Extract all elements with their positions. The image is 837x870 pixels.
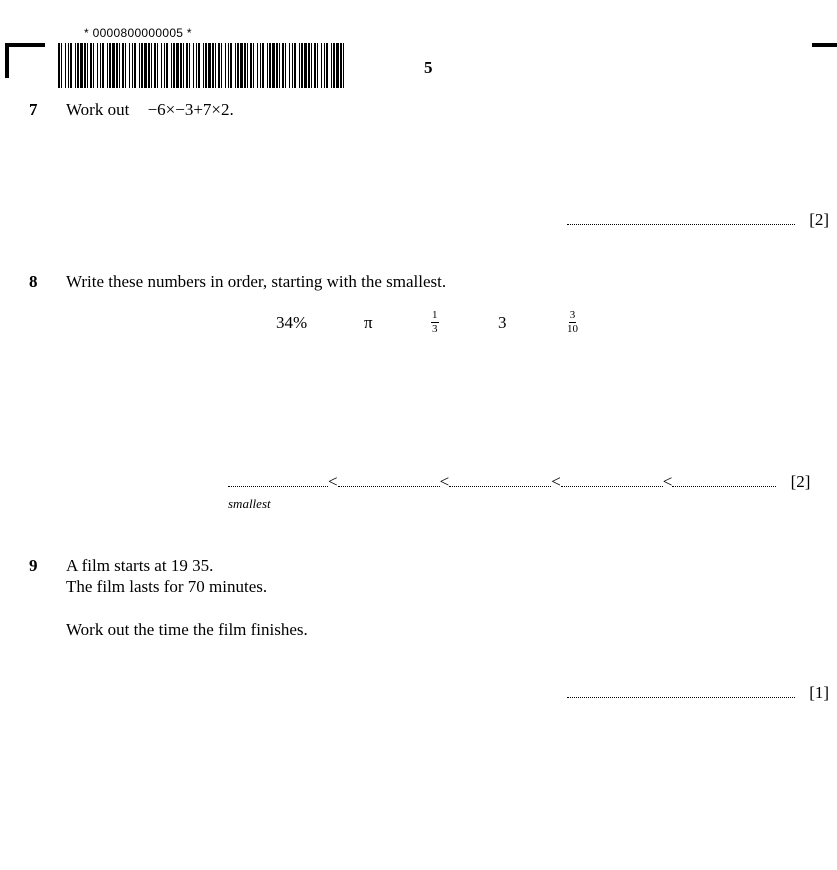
question-7-text — [66, 100, 234, 120]
answer-slot-5[interactable] — [672, 472, 776, 487]
question-7-marks: [2] — [809, 210, 830, 229]
answer-slot-1[interactable] — [228, 472, 328, 487]
question-7-answer-line — [567, 210, 829, 230]
answer-dotted-line[interactable] — [567, 210, 795, 225]
barcode-image — [58, 43, 345, 88]
page-number: 5 — [424, 58, 433, 77]
less-than-sign: < — [328, 472, 338, 491]
question-9-line-1: A film starts at 19 35. — [66, 556, 214, 575]
question-7-expression: −6×−3+7×2. — [147, 100, 234, 119]
answer-slot-3[interactable] — [449, 472, 551, 487]
number-percent: 34% — [276, 313, 308, 332]
less-than-sign: < — [662, 472, 673, 491]
ordering-answer-row — [228, 472, 810, 492]
question-8-prompt: Write these numbers in order, starting with the smallest. — [66, 272, 447, 291]
question-9-answer-line — [567, 683, 829, 703]
number-pi: π — [364, 313, 373, 332]
less-than-sign: < — [551, 472, 561, 491]
number-fraction-three-tenths: $\frac{3}{10}$ — [567, 309, 578, 335]
question-7-prompt: Work out — [66, 100, 130, 119]
number-fraction-one-third: $\frac{1}{3}$ — [432, 309, 438, 335]
answer-slot-4[interactable] — [561, 472, 663, 487]
question-9-line-3: Work out the time the film finishes. — [66, 620, 308, 639]
smallest-label: smallest — [228, 496, 271, 511]
registration-mark-right — [812, 43, 837, 47]
question-9-number: 9 — [29, 556, 38, 575]
question-8-number: 8 — [29, 272, 38, 291]
question-9-marks: [1] — [809, 683, 830, 702]
answer-slot-2[interactable] — [338, 472, 440, 487]
question-7-number: 7 — [29, 100, 38, 119]
less-than-sign: < — [439, 472, 450, 491]
number-three: 3 — [498, 313, 507, 332]
question-8-marks: [2] — [790, 472, 811, 491]
question-9-line-2: The film lasts for 70 minutes. — [66, 577, 268, 596]
registration-mark-left — [5, 43, 45, 78]
answer-dotted-line[interactable] — [567, 683, 795, 698]
barcode-number: * 0000800000005 * — [84, 26, 192, 40]
